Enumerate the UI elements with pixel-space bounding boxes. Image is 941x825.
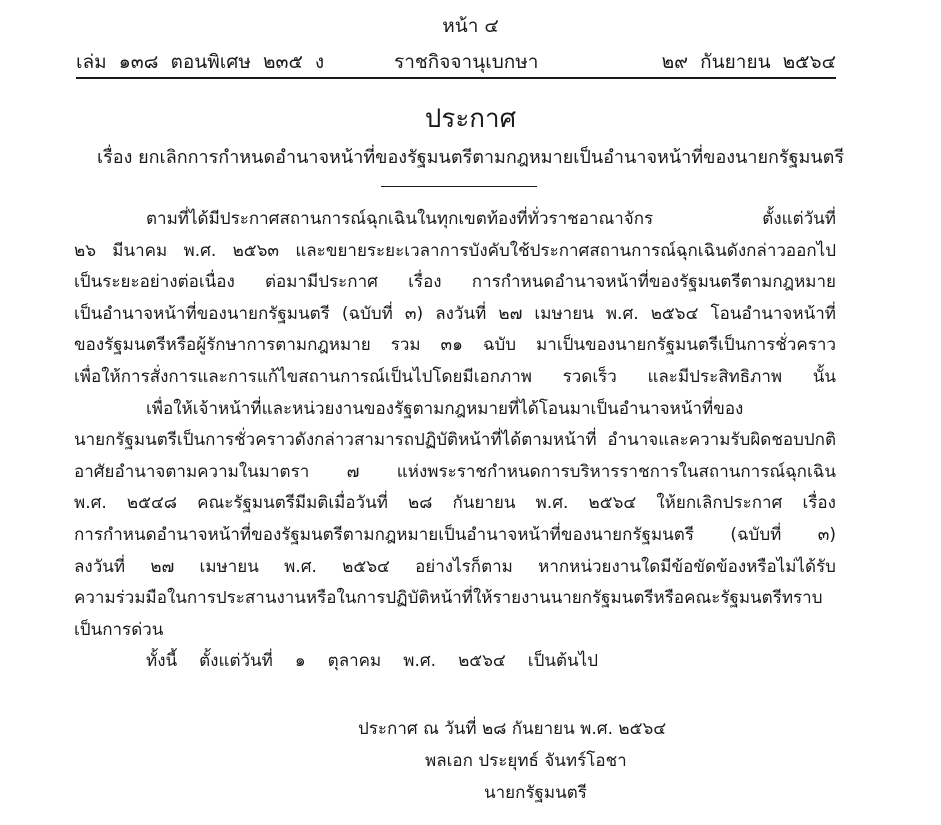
body-line: [74, 488, 836, 520]
body-line: [74, 520, 836, 552]
body-line: [74, 330, 836, 362]
publication-date: ๒๙ กันยายน ๒๕๖๔: [661, 51, 836, 73]
body-text-segment: ๒๕๖๔: [342, 556, 390, 577]
body-line: [74, 299, 836, 331]
body-text-segment: อำนาจและความรับผิดชอบปกติ: [607, 430, 836, 451]
body-text-segment: พ.ศ.: [74, 493, 107, 514]
body-text-segment: เป็นระยะอย่างต่อเนื่อง: [74, 272, 235, 293]
body-line: [74, 615, 836, 647]
body-text-segment: ๒๕๖๓: [232, 240, 280, 261]
body-text-segment: ๒๖: [74, 240, 96, 261]
body-line: [74, 267, 836, 299]
body-text-segment: พ.ศ.: [284, 556, 317, 577]
body-text-segment: ของรัฐมนตรีหรือผู้รักษาการตามกฎหมาย: [74, 335, 371, 356]
body-text-segment: คณะรัฐมนตรีมีมติเมื่อวันที่: [197, 493, 388, 514]
body-text-segment: อย่างไรก็ตาม: [415, 556, 513, 577]
body-text-segment: พ.ศ.: [403, 651, 437, 672]
signatory-position: นายกรัฐมนตรี: [484, 783, 587, 803]
body-text-segment: เมษายน: [199, 556, 259, 577]
body-text-segment: ๓): [404, 303, 424, 324]
body-text-segment: โอนอำนาจหน้าที่: [710, 303, 836, 324]
body-text-segment: มีนาคม: [112, 240, 168, 261]
body-line: [74, 362, 836, 394]
body-text-segment: ทั้งนี้: [146, 651, 178, 672]
body-text-segment: ๒๕๖๔: [458, 651, 506, 672]
body-text-segment: เป็นการด่วน: [74, 619, 164, 640]
gazette-name: ราชกิจจานุเบกษา: [394, 51, 539, 73]
body-text-segment: ๒๕๔๘: [126, 493, 177, 514]
body-text-segment: เมษายน: [534, 303, 594, 324]
body-text-segment: กันยายน: [452, 493, 516, 514]
body-text-segment: ๓): [817, 524, 836, 545]
body-line: [74, 552, 836, 584]
body-text-segment: รวม: [390, 335, 421, 356]
signature-date: ประกาศ ณ วันที่ ๒๘ กันยายน พ.ศ. ๒๕๖๔: [358, 719, 667, 739]
body-text-segment: นั้น: [812, 366, 836, 387]
body-text-segment: (ฉบับที่: [730, 524, 782, 545]
body-line: [74, 583, 836, 615]
body-text-segment: ตุลาคม: [327, 651, 382, 672]
body-text-segment: และมีประสิทธิภาพ: [647, 366, 783, 387]
body-text-segment: เพื่อให้เจ้าหน้าที่และหน่วยงานของรัฐตามกฎหมายที่ได้โอนมาเป็นอำนาจหน้าที่ของ: [146, 398, 744, 419]
body-text-segment: ตามที่ได้มีประกาศสถานการณ์ฉุกเฉินในทุกเขตท้องที่ทั่วราชอาณาจักร: [146, 209, 654, 229]
body-text-segment: ต่อมามีประกาศ: [265, 272, 378, 293]
body-text-segment: เรื่อง: [802, 493, 836, 514]
body-text-segment: ๓๑: [440, 335, 463, 356]
body-text-segment: และขยายระยะเวลาการบังคับใช้ประกาศสถานการณ์ฉุกเฉินดังกล่าวออกไป: [295, 240, 836, 261]
body-text-segment: มาเป็นของนายกรัฐมนตรีเป็นการชั่วคราว: [536, 335, 836, 356]
body-text-segment: เพื่อให้การสั่งการและการแก้ไขสถานการณ์เป็นไปโดยมีเอกภาพ: [74, 366, 532, 387]
body-text-segment: รวดเร็ว: [562, 366, 617, 387]
body-text-segment: พ.ศ.: [183, 240, 217, 261]
body-text-segment: (ฉบับที่: [341, 303, 393, 324]
body-text-segment: การกำหนดอำนาจหน้าที่ของรัฐมนตรีตามกฎหมายเป็นอำนาจหน้าที่ของนายกรัฐมนตรี: [74, 524, 694, 545]
signatory-name: พลเอก ประยุทธ์ จันทร์โอชา: [425, 751, 627, 771]
announcement-body: [74, 204, 836, 678]
body-text-segment: เป็นอำนาจหน้าที่ของนายกรัฐมนตรี: [74, 303, 330, 324]
gazette-header: [76, 50, 836, 76]
body-text-segment: ๒๗: [498, 303, 523, 324]
body-text-segment: ๗: [346, 461, 360, 482]
body-line: [74, 236, 836, 268]
body-text-segment: ๒๕๖๔: [588, 493, 637, 514]
body-text-segment: หากหน่วยงานใดมีข้อขัดข้องหรือไม่ได้รับ: [538, 556, 836, 577]
body-line: [74, 457, 836, 489]
body-text-segment: เรื่อง: [408, 272, 442, 293]
body-text-segment: ๒๕๖๔: [650, 303, 699, 324]
body-text-segment: พ.ศ.: [535, 493, 569, 514]
document-title: ประกาศ: [424, 104, 517, 134]
body-line: [74, 425, 836, 457]
body-text-segment: การกำหนดอำนาจหน้าที่ของรัฐมนตรีตามกฎหมาย: [471, 272, 836, 293]
body-text-segment: ความร่วมมือในการประสานงานหรือในการปฏิบัติหน้าที่ให้รายงานนายกรัฐมนตรีหรือคณะรัฐมนตรีทราบ: [74, 588, 823, 609]
body-text-segment: ๑: [294, 651, 306, 672]
body-text-segment: เป็นต้นไป: [527, 651, 599, 672]
body-line: [74, 394, 836, 426]
body-text-segment: อาศัยอำนาจตามความในมาตรา: [74, 461, 310, 482]
document-subject: เรื่อง ยกเลิกการกำหนดอำนาจหน้าที่ของรัฐมนตรีตามกฎหมายเป็นอำนาจหน้าที่ของนายกรัฐมนตรี: [96, 147, 845, 168]
body-text-segment: ฉบับ: [482, 335, 517, 356]
volume-info: เล่ม ๑๓๘ ตอนพิเศษ ๒๓๕ ง: [76, 51, 325, 73]
page-number: หน้า ๔: [442, 15, 499, 37]
body-text-segment: นายกรัฐมนตรีเป็นการชั่วคราวดังกล่าวสามารถปฏิบัติหน้าที่ได้ตามหน้าที่: [74, 430, 597, 451]
body-text-segment: ตั้งแต่วันที่: [199, 651, 273, 672]
body-line: [74, 646, 836, 678]
body-text-segment: ลงวันที่: [435, 303, 487, 324]
header-rule: [76, 77, 836, 79]
body-text-segment: พ.ศ.: [605, 303, 639, 324]
body-text-segment: ลงวันที่: [74, 556, 126, 577]
body-text-segment: ตั้งแต่วันที่: [762, 209, 836, 229]
body-text-segment: ให้ยกเลิกประกาศ: [656, 493, 783, 514]
body-line: [74, 204, 836, 236]
body-text-segment: แห่งพระราชกำหนดการบริหารราชการในสถานการณ์ฉุกเฉิน: [396, 461, 836, 482]
body-text-segment: ๒๗: [150, 556, 175, 577]
title-divider: [381, 186, 537, 187]
body-text-segment: ๒๘: [408, 493, 433, 514]
